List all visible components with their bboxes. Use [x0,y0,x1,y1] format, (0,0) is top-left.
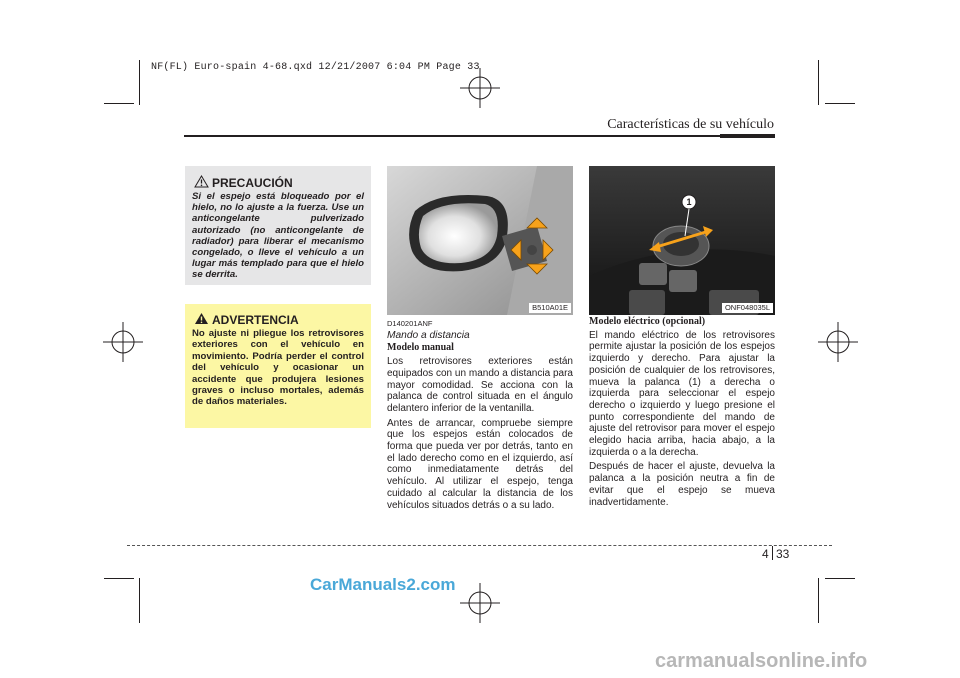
callout-number: 1 [686,197,692,207]
electric-subheading: Modelo eléctrico (opcional) [589,316,706,327]
crop-mark [104,103,134,104]
caution-icon [194,175,209,188]
crop-mark [818,578,819,623]
registration-mark-bottom [460,583,500,623]
caution-box [185,166,371,285]
remote-section [387,318,573,511]
registration-mark-right [818,322,858,362]
header-rule [184,135,774,137]
mirror-illustration [387,166,573,315]
caution-title: PRECAUCIÓN [212,176,293,190]
section-title: Características de su vehículo [607,117,774,132]
remote-heading: Mando a distancia [387,329,470,341]
section-code: D140201ANF [387,319,433,328]
mirror-photo [387,166,573,315]
electric-para-1: El mando eléctrico de los retrovisores permite ajustar la posición de los espejos izquierdo y derecho. Para ajustar la posición de cualquier de los retrovisores, mueva la palanca (1) a derecha o izquierda para seleccionar el espejo derecho o izquierdo y luego presione el punto correspondiente del mando de ajuste del retrovisor para mover el espejo elegido hacia arriba, hacia abajo, a la izquierda o a la derecha. [589,329,775,458]
crop-mark [825,578,855,579]
watermark-top[interactable]: CarManuals2.com [310,575,456,594]
crop-mark [104,578,134,579]
header-rule-accent [720,134,775,138]
registration-mark-top [460,68,500,108]
page-chapter: 4 [762,547,769,561]
warning-icon [194,312,209,325]
switch-photo-code: ONF048035L [722,303,773,313]
remote-para-2: Antes de arrancar, compruebe siempre que los espejos están colocados de forma que pueda ver por detrás, tanto en el lado derecho como en el izquierdo, así como inmediatamente detrás del vehículo. Al utilizar el espejo, tenga cuidado al calcular la distancia de los vehículos situados detrás o a su lado. [387,417,573,511]
registration-mark-left [103,322,143,362]
page-divider [772,546,773,560]
remote-subheading: Modelo manual [387,342,454,354]
crop-mark [139,578,140,623]
remote-para-1: Los retrovisores exteriores están equipados con un mando a distancia para mayor comodidad. Se acciona con la palanca de control situada en el ángulo delantero inferior de la ventanilla. [387,356,573,414]
page-number: 33 [776,547,790,561]
electric-section [589,316,775,508]
warning-text: No ajuste ni pliegue los retrovisores exteriores con el vehículo en movimiento. Podría perder el control del vehículo y ocasionar un accidente que produjera lesiones graves o incluso mortales, además de daños materiales. [192,328,364,408]
warning-title: ADVERTENCIA [212,313,299,327]
switch-photo [589,166,775,315]
crop-mark [825,103,855,104]
switch-illustration [589,166,775,315]
caution-text: Si el espejo está bloqueado por el hielo, no lo ajuste a la fuerza. Use un anticongelante pulverizado autorizado (no anticongelante de radiador) para liberar el mecanismo congelado, o lleve el vehículo a un lugar más templado para que el hielo se derrita. [192,191,364,281]
watermark-bottom[interactable]: carmanualsonline.info [655,650,868,672]
file-header: NF(FL) Euro-spain 4-68.qxd 12/21/2007 6:04 PM Page 33 [151,62,480,73]
mirror-photo-code: B510A01E [529,303,571,313]
electric-para-2: Después de hacer el ajuste, devuelva la palanca a la posición neutra a fin de evitar que el espejo se mueva inadvertidamente. [589,461,775,508]
footer-rule [127,545,832,546]
warning-box [185,304,371,428]
crop-mark [139,60,140,105]
crop-mark [818,60,819,105]
